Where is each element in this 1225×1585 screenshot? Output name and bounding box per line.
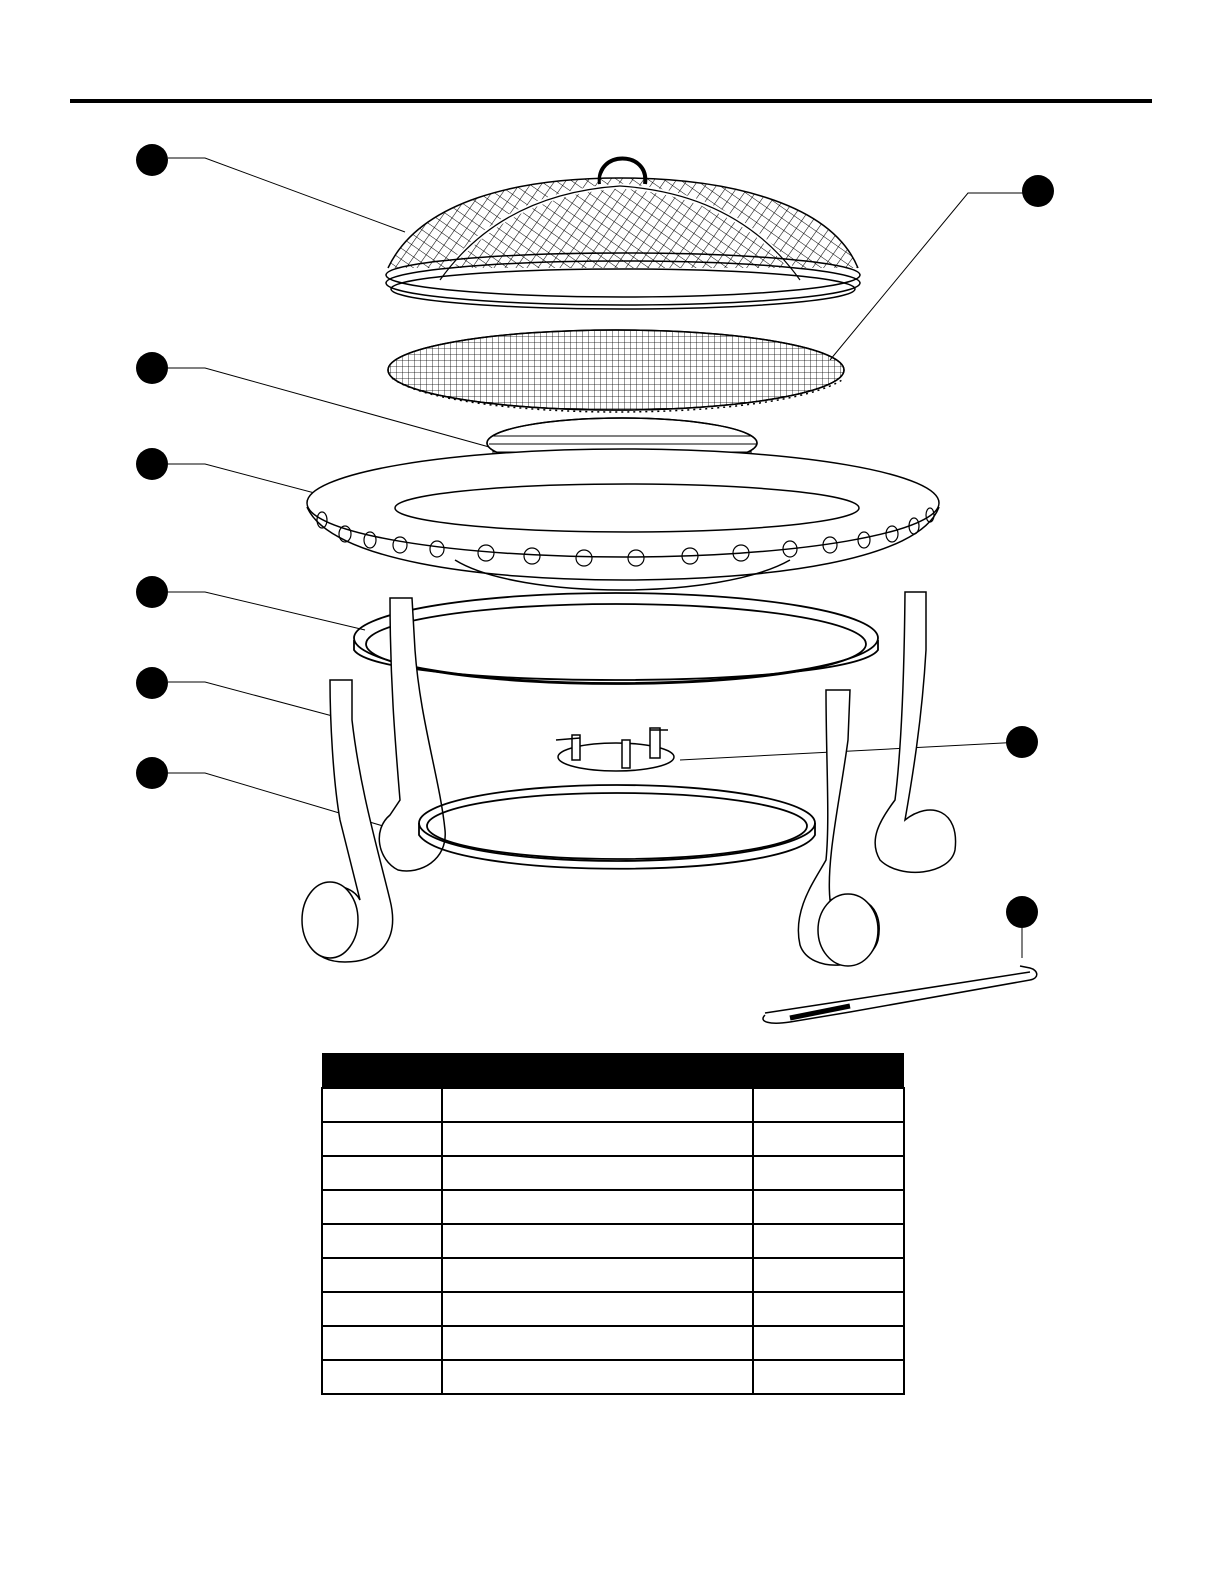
table-cell xyxy=(442,1292,753,1326)
column-header-quantity xyxy=(753,1053,904,1088)
table-row xyxy=(322,1360,904,1394)
table-cell xyxy=(753,1224,904,1258)
part-marker-7 xyxy=(136,757,168,789)
cooking-grid xyxy=(388,330,844,412)
parts-list-table xyxy=(321,1053,905,1395)
leg-back-left xyxy=(379,598,445,871)
table-header-row xyxy=(322,1053,904,1088)
table-cell xyxy=(753,1156,904,1190)
table-cell xyxy=(753,1122,904,1156)
leader-line-6 xyxy=(168,682,340,718)
table-cell xyxy=(753,1190,904,1224)
table-row xyxy=(322,1190,904,1224)
table-cell xyxy=(322,1190,442,1224)
table-cell xyxy=(753,1088,904,1122)
part-marker-1 xyxy=(136,144,168,176)
legs xyxy=(302,592,956,966)
table-cell xyxy=(322,1156,442,1190)
part-marker-6 xyxy=(136,667,168,699)
leader-line-8 xyxy=(680,742,1022,760)
table-cell xyxy=(442,1224,753,1258)
fire-bowl xyxy=(307,449,939,590)
table-row xyxy=(322,1258,904,1292)
lower-ring xyxy=(419,785,815,869)
part-marker-3 xyxy=(136,352,168,384)
table-cell xyxy=(442,1258,753,1292)
table-cell xyxy=(322,1326,442,1360)
part-marker-8 xyxy=(1006,726,1038,758)
table-cell xyxy=(442,1190,753,1224)
poker-tool xyxy=(763,966,1037,1023)
upper-ring xyxy=(354,593,878,684)
table-row xyxy=(322,1292,904,1326)
leg-back-right xyxy=(875,592,955,872)
table-cell xyxy=(322,1258,442,1292)
part-marker-4 xyxy=(136,448,168,480)
column-header-description xyxy=(442,1053,753,1088)
table-cell xyxy=(442,1088,753,1122)
part-marker-5 xyxy=(136,576,168,608)
table-cell xyxy=(442,1156,753,1190)
table-cell xyxy=(442,1360,753,1394)
table-cell xyxy=(753,1258,904,1292)
table-cell xyxy=(322,1088,442,1122)
table-row xyxy=(322,1156,904,1190)
leader-line-5 xyxy=(168,592,365,630)
table-row xyxy=(322,1122,904,1156)
table-row xyxy=(322,1326,904,1360)
table-cell xyxy=(322,1292,442,1326)
leader-line-1 xyxy=(168,158,405,232)
table-cell xyxy=(442,1122,753,1156)
table-cell xyxy=(753,1326,904,1360)
part-marker-2 xyxy=(1022,175,1054,207)
part-marker-9 xyxy=(1006,896,1038,928)
leader-line-2 xyxy=(830,193,1040,360)
table-row xyxy=(322,1224,904,1258)
column-header-part xyxy=(322,1053,442,1088)
table-cell xyxy=(442,1326,753,1360)
table-cell xyxy=(753,1292,904,1326)
spark-screen xyxy=(386,159,860,310)
table-cell xyxy=(322,1122,442,1156)
table-row xyxy=(322,1088,904,1122)
table-cell xyxy=(322,1360,442,1394)
table-cell xyxy=(322,1224,442,1258)
center-support xyxy=(556,728,674,771)
table-cell xyxy=(753,1360,904,1394)
